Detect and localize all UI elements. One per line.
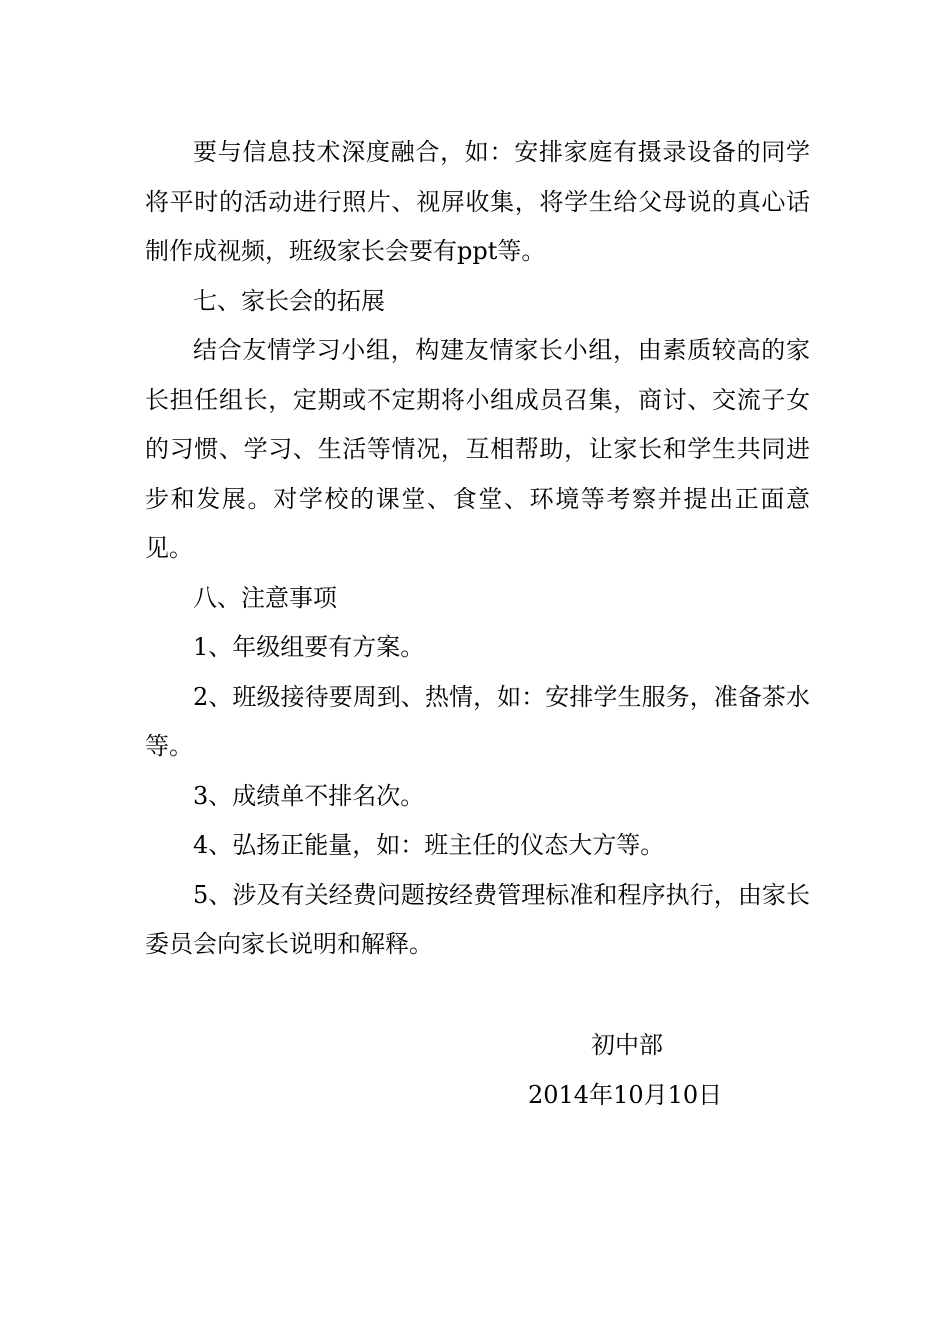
note-item-3: 3、成绩单不排名次。 xyxy=(193,781,425,810)
note-item-1: 1、年级组要有方案。 xyxy=(193,633,425,661)
paragraph-parent-groups: 结合友情学习小组，构建友情家长小组，由素质较高的家长担任组长，定期或不定期将小组成员召集，商讨、交流子女的习惯、学习、生活等情况，互相帮助，让家长和学生共同进步和发展。对学校的课堂、食堂、环境等考察并提出正面意见。 xyxy=(145,336,810,562)
note-item-2: 2、班级接待要周到、热情，如：安排学生服务，准备茶水等。 xyxy=(145,682,810,760)
document-body xyxy=(145,128,810,970)
note-item-4: 4、弘扬正能量，如：班主任的仪态大方等。 xyxy=(193,831,665,859)
signature-department: 初中部 xyxy=(591,1031,663,1059)
paragraph-it-integration: 要与信息技术深度融合，如：安排家庭有摄录设备的同学将平时的活动进行照片、视屏收集，将学生给父母说的真心话制作成视频，班级家长会要有ppt等。 xyxy=(145,138,810,265)
heading-section-7: 七、家长会的拓展 xyxy=(193,286,385,315)
heading-section-8: 八、注意事项 xyxy=(193,583,337,612)
signature-date: 2014年10月10日 xyxy=(528,1081,723,1109)
note-item-5: 5、涉及有关经费问题按经费管理标准和程序执行，由家长委员会向家长说明和解释。 xyxy=(145,880,810,958)
